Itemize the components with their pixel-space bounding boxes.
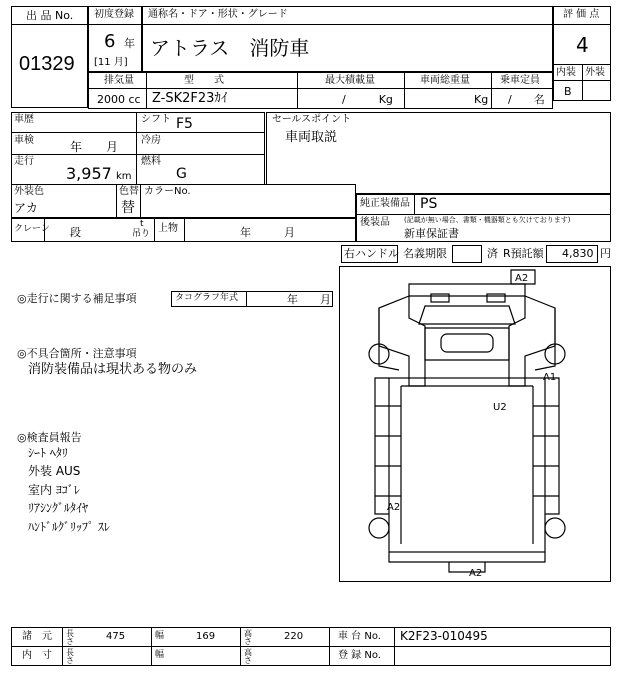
- color-label: 外装色: [14, 186, 44, 197]
- inspector-line: ｼｰﾄ ﾍﾀﾘ: [28, 446, 68, 460]
- tacho-value: 年 月: [287, 293, 331, 306]
- exterior-label: 外装: [585, 67, 605, 78]
- mileage-unit: km: [116, 171, 132, 182]
- steering: 右ハンドル: [344, 247, 399, 260]
- gross-value: Kg: [474, 93, 489, 106]
- chassis-label: 車 台 No.: [338, 631, 381, 642]
- sales-value: 車両取説: [285, 130, 338, 145]
- aftermarket-note: (記載が無い場合、書類・機器類とも欠けております): [404, 216, 571, 224]
- type-value: Z-SK2F23ｶｲ: [152, 91, 228, 106]
- gross-label: 車両総重量: [420, 75, 470, 86]
- reg-label: 初度登録: [94, 9, 134, 20]
- warranty: 新車保証書: [404, 227, 459, 240]
- crane-lift-t: t: [140, 219, 144, 229]
- reg-month: [11 月]: [94, 57, 128, 68]
- lot-label: 出 品 No.: [26, 9, 74, 22]
- crane-lift: 吊り: [132, 229, 151, 239]
- inner-height-label: 高さ: [244, 648, 252, 665]
- name-change-label: 名義期限: [403, 247, 447, 260]
- damage-mark: A2: [387, 502, 401, 513]
- inspector-line: ﾘｱｼﾝｸﾞﾙﾀｲﾔ: [28, 501, 89, 515]
- reg-no-label: 登 録 No.: [338, 650, 381, 661]
- height-label: 高さ: [244, 629, 252, 646]
- damage-mark: A1: [543, 372, 557, 383]
- width-value: 169: [196, 631, 216, 642]
- history-label: 車歴: [14, 114, 34, 125]
- inspector-line: ﾊﾝﾄﾞﾙｸﾞﾘｯﾌﾟ ｽﾚ: [28, 520, 110, 534]
- height-value: 220: [284, 631, 304, 642]
- fuel-label: 燃料: [141, 156, 161, 167]
- color-change-label: 色替: [119, 186, 139, 197]
- inner-width-label: 幅: [155, 650, 165, 660]
- damage-mark: A2: [515, 273, 529, 284]
- displacement-value: 2000 cc: [97, 93, 141, 106]
- inner-length-label: 長さ: [66, 648, 74, 665]
- truck-diagram: [339, 266, 611, 582]
- reg-year-unit: 年: [124, 37, 135, 50]
- shift-label: シフト: [141, 114, 171, 125]
- lot-number: 01329: [19, 53, 75, 75]
- shift-value: F5: [176, 116, 193, 132]
- body-value: 年 月: [240, 226, 295, 239]
- defect-text: 消防装備品は現状ある物のみ: [28, 362, 198, 377]
- tacho-label: タコグラフ年式: [175, 293, 239, 303]
- inner-label: 内 寸: [22, 650, 52, 661]
- ac-label: 冷房: [141, 135, 161, 146]
- length-value: 475: [106, 631, 126, 642]
- damage-mark: A2: [469, 568, 483, 579]
- interior-label: 内装: [556, 67, 576, 78]
- grade-value: 4: [576, 33, 589, 57]
- equipment-value: PS: [420, 196, 438, 212]
- inspector-title: ◎検査員報告: [17, 431, 82, 444]
- recycle-value: 4,830: [562, 247, 594, 260]
- color-value: アカ: [14, 201, 38, 215]
- grade-label: 評 価 点: [563, 9, 600, 20]
- max-load-value: / Kg: [342, 93, 393, 106]
- body-label: 上物: [158, 223, 178, 234]
- driving-title: ◎走行に関する補足事項: [17, 292, 137, 305]
- shaken-value: 年 月: [70, 140, 119, 154]
- recycle-label: R預託額: [503, 247, 544, 260]
- model-name: アトラス 消防車: [150, 36, 310, 60]
- inspector-line: 室内 ﾖｺﾞﾚ: [28, 483, 80, 497]
- type-label: 型 式: [184, 75, 224, 86]
- crane-stage: 段: [70, 226, 81, 239]
- mileage-label: 走行: [14, 156, 34, 167]
- capacity-value: / 名: [508, 93, 545, 106]
- mileage-value: 3,957: [66, 164, 112, 183]
- color-no-label: カラーNo.: [144, 186, 191, 197]
- shaken-label: 車検: [14, 135, 34, 146]
- max-load-label: 最大積載量: [325, 75, 375, 86]
- equipment-label: 純正装備品: [360, 198, 410, 209]
- fuel-value: G: [176, 166, 187, 182]
- interior-value: B: [564, 85, 572, 98]
- aftermarket-label: 後装品: [360, 217, 390, 228]
- model-label: 通称名・ドア・形状・グレード: [148, 9, 288, 20]
- sales-label: セールスポイント: [272, 114, 352, 125]
- displacement-label: 排気量: [104, 75, 134, 86]
- length-label: 長さ: [66, 629, 74, 646]
- dims-label: 諸 元: [22, 631, 52, 642]
- capacity-label: 乗車定員: [500, 75, 540, 86]
- recycle-unit: 円: [600, 247, 611, 260]
- recycle-mark: 済: [487, 247, 498, 260]
- details-left-box: [11, 112, 265, 194]
- name-change-box: [452, 245, 482, 263]
- inspector-line: 外装 AUS: [28, 464, 81, 478]
- color-change-value: 替: [121, 200, 135, 216]
- width-label: 幅: [155, 631, 165, 641]
- chassis-value: K2F23-010495: [400, 629, 488, 643]
- reg-year: 6: [104, 31, 116, 52]
- defect-title: ◎不具合箇所・注意事項: [17, 347, 137, 360]
- crane-label: クレーン: [14, 224, 50, 234]
- damage-mark: U2: [493, 402, 507, 413]
